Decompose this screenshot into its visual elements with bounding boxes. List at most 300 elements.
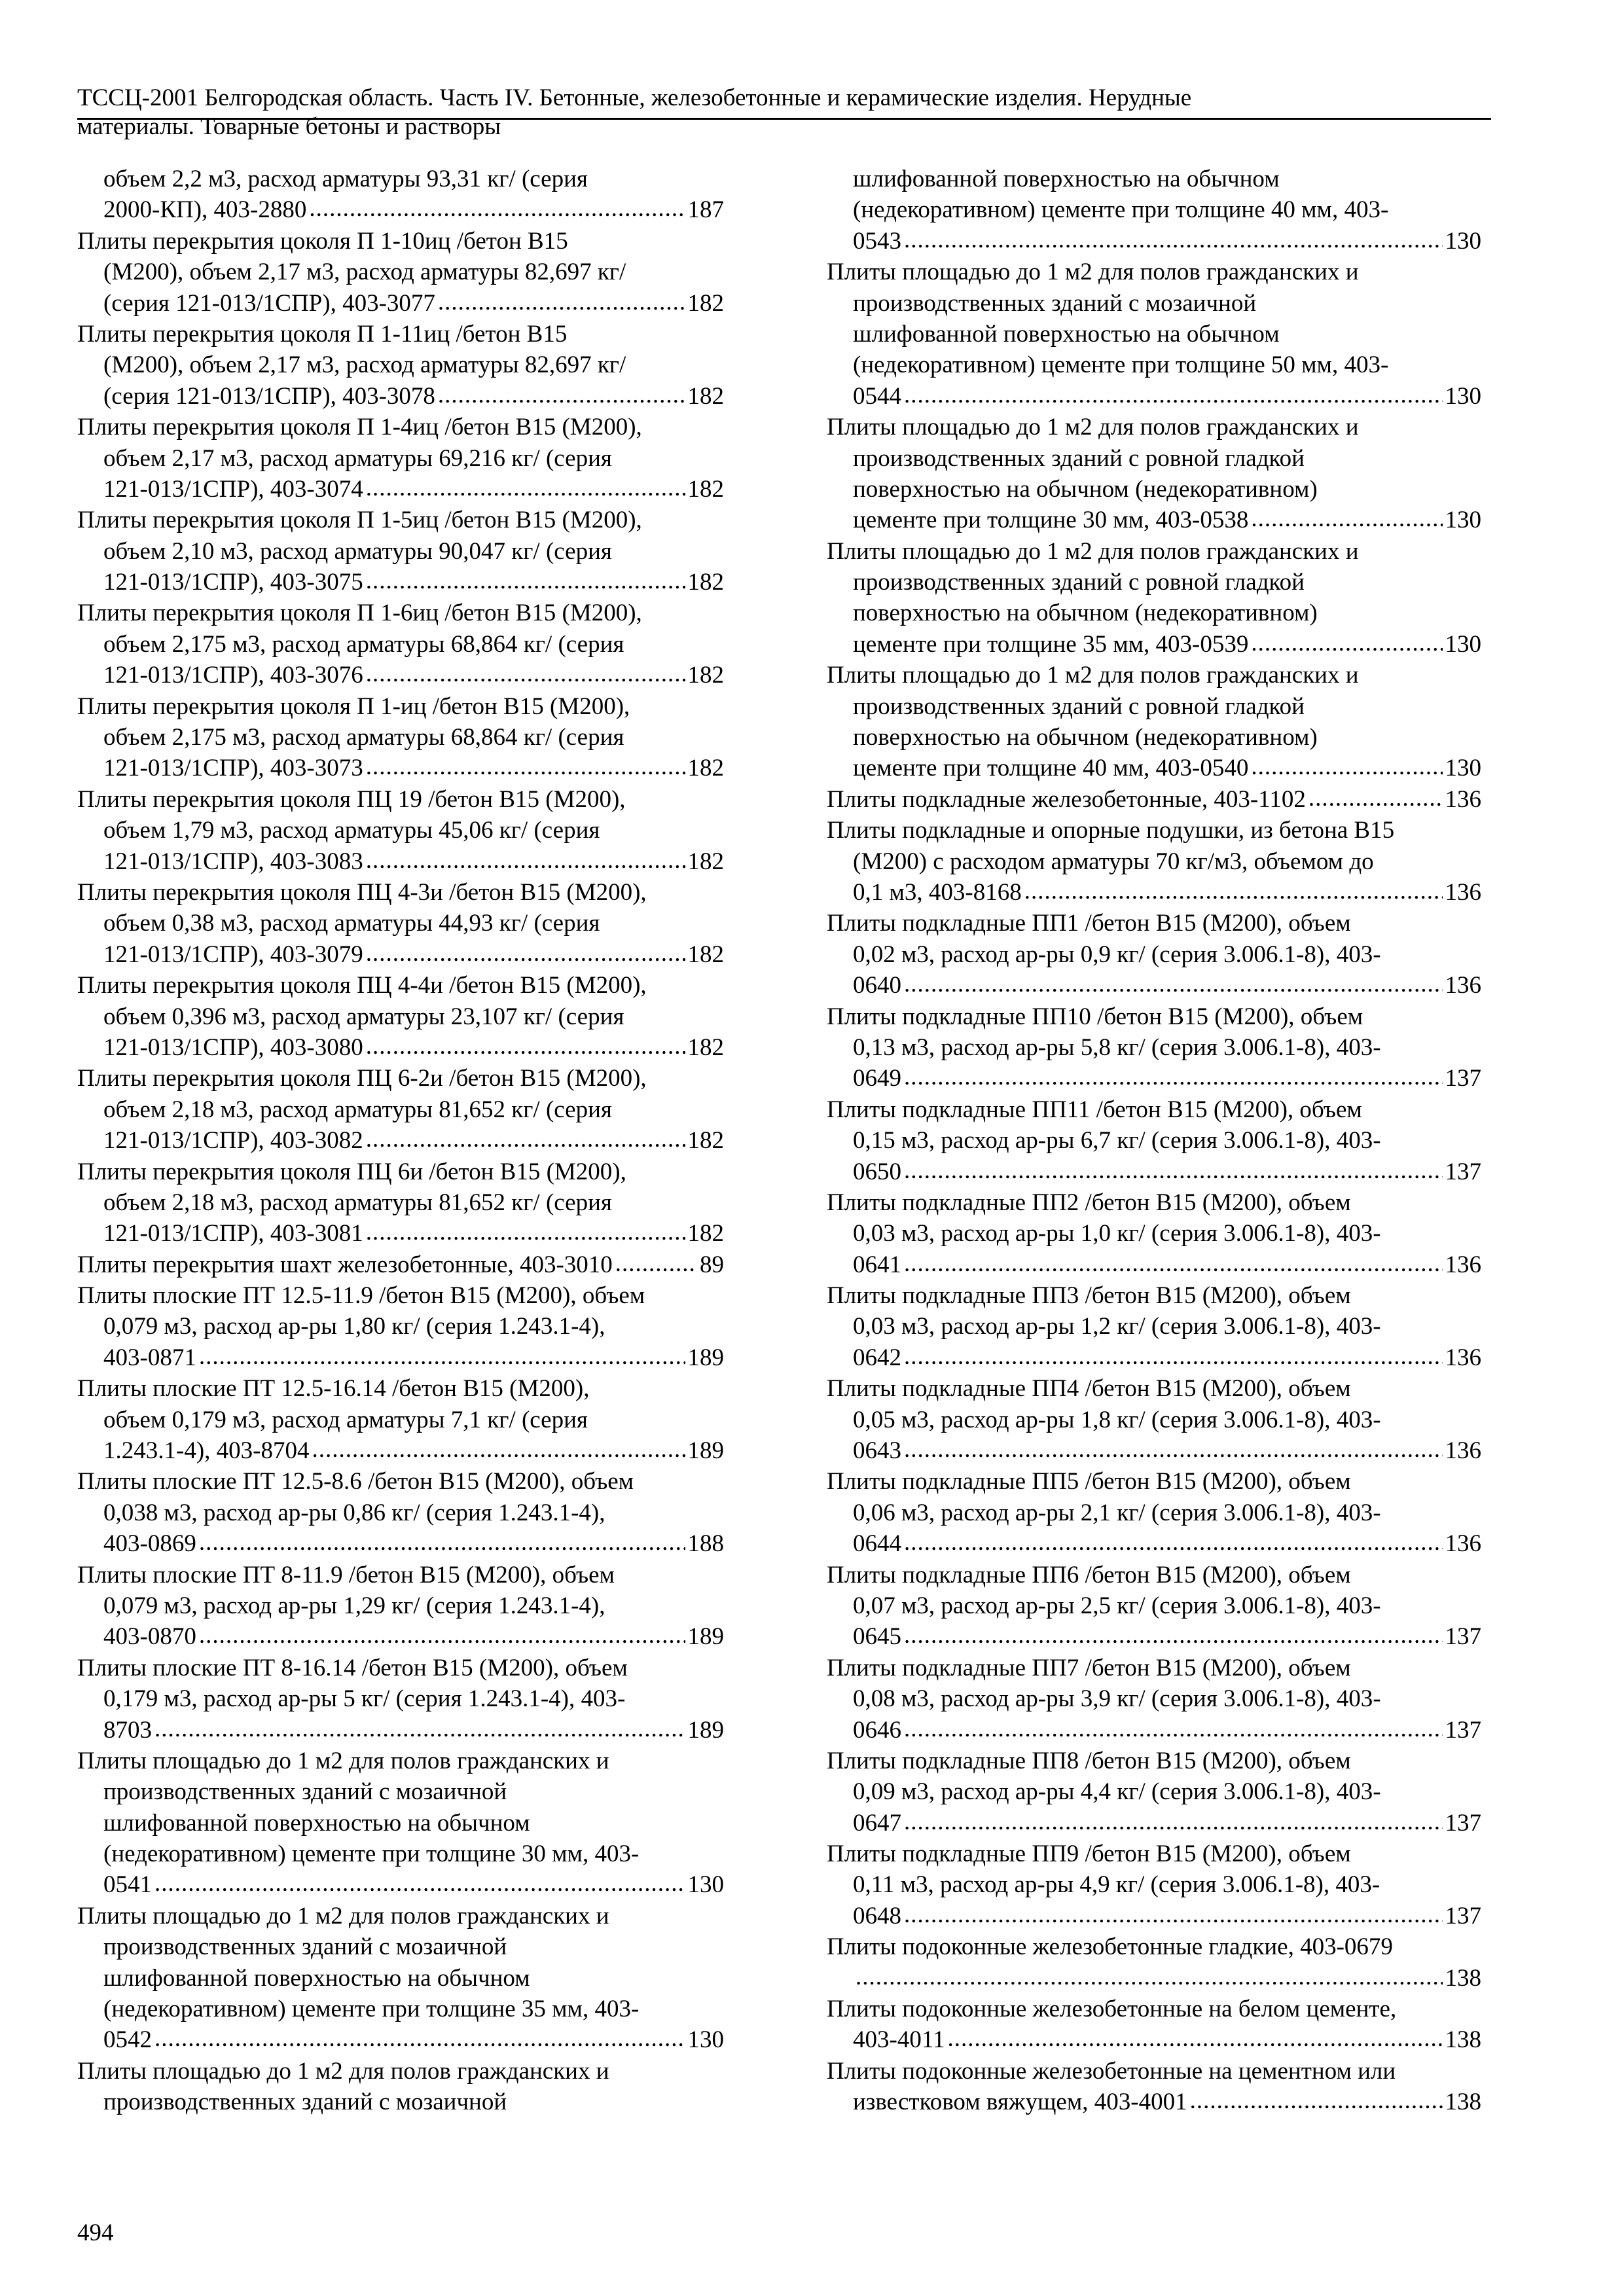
- index-entry-text: 121-013/1СПР), 403-3081: [103, 1220, 363, 1247]
- index-entry-line: [77, 1901, 724, 1931]
- index-entry-line: [77, 908, 724, 939]
- dot-leader: [366, 938, 685, 969]
- index-entry-page: 136: [1445, 1530, 1481, 1558]
- index-entry-line: [77, 660, 724, 691]
- index-entry: [77, 319, 724, 412]
- index-entry-text: объем 2,17 м3, расход арматуры 69,216 кг/ (серия: [103, 444, 612, 472]
- index-entry: [827, 660, 1481, 784]
- index-entry-line: [827, 1187, 1481, 1218]
- index-entry-text: производственных зданий с мозаичной: [103, 1933, 507, 1961]
- index-entry-text: известковом вяжущем, 403-4001: [853, 2089, 1187, 2116]
- index-entry-text: Плиты перекрытия цоколя П 1-4иц /бетон В15 (М200),: [77, 414, 642, 441]
- index-entry-text: 0,11 м3, расход ар-ры 4,9 кг/ (серия 3.006.1-8), 403-: [853, 1871, 1380, 1899]
- index-entry-text: объем 2,10 м3, расход арматуры 90,047 кг/ (серия: [103, 537, 612, 565]
- index-entry: [77, 1560, 724, 1653]
- page-number: 494: [77, 2219, 114, 2246]
- index-entry-text: производственных зданий с мозаичной: [853, 289, 1257, 317]
- index-entry-page: 130: [1445, 755, 1481, 782]
- index-entry: [77, 691, 724, 784]
- index-entry-line: [77, 1001, 724, 1032]
- header-divider: [77, 118, 1491, 120]
- index-entry: [827, 2056, 1481, 2118]
- dot-leader: [904, 1806, 1443, 1837]
- index-entry-line: [77, 939, 724, 970]
- dot-leader: [366, 845, 685, 876]
- index-entry: [827, 1094, 1481, 1187]
- index-entry-line: [827, 350, 1481, 380]
- index-entry-line: [77, 1187, 724, 1218]
- index-entry-text: 0641: [853, 1251, 901, 1278]
- dot-leader: [904, 1248, 1443, 1279]
- index-entry-line: [827, 1405, 1481, 1435]
- index-entry-line: [827, 1931, 1481, 1962]
- index-entry-line: [827, 1901, 1481, 1931]
- index-entry-line: [827, 1280, 1481, 1311]
- index-entry-line: [827, 660, 1481, 691]
- index-entry-page: 136: [1445, 1251, 1481, 1278]
- index-entry: [827, 815, 1481, 908]
- index-entry-line: [827, 598, 1481, 628]
- index-entry-line: [827, 1032, 1481, 1063]
- index-entry-text: Плиты подкладные ПП7 /бетон В15 (М200), объем: [827, 1654, 1351, 1681]
- index-entry-line: [827, 1715, 1481, 1746]
- index-entry-text: 403-0871: [103, 1344, 196, 1371]
- index-entry-text: объем 0,38 м3, расход арматуры 44,93 кг/ (серия: [103, 910, 600, 937]
- index-entry-text: 0,179 м3, расход ар-ры 5 кг/ (серия 1.243.1-4), 403-: [103, 1685, 626, 1713]
- index-entry: [827, 1746, 1481, 1839]
- dot-leader: [904, 1899, 1443, 1930]
- index-entry-line: [827, 1466, 1481, 1497]
- index-entry-text: 0543: [853, 227, 901, 255]
- index-entry-line: [827, 505, 1481, 535]
- index-entry-line: [827, 970, 1481, 1001]
- index-entry-line: [827, 877, 1481, 908]
- index-entry-text: 121-013/1СПР), 403-3083: [103, 848, 363, 875]
- index-entry-page: 136: [1445, 972, 1481, 999]
- index-entry-line: [827, 381, 1481, 412]
- index-entry: [77, 598, 724, 691]
- index-entry-line: [827, 1311, 1481, 1342]
- index-column-right: [827, 164, 1481, 2118]
- index-entry: [827, 1560, 1481, 1653]
- index-entry-line: [827, 629, 1481, 660]
- dot-leader: [904, 1341, 1443, 1372]
- index-entry-line: [77, 1498, 724, 1528]
- index-entry-line: [77, 1808, 724, 1839]
- index-entry-text: Плиты подоконные железобетонные гладкие, 403-0679: [827, 1933, 1393, 1961]
- dot-leader: [1024, 876, 1443, 906]
- index-entry-text: 0541: [103, 1871, 152, 1899]
- index-entry-page: 136: [1445, 1344, 1481, 1371]
- index-entry-text: (серия 121-013/1СПР), 403-3078: [103, 382, 435, 410]
- index-entry-text: Плиты подкладные ПП1 /бетон В15 (М200), объем: [827, 910, 1351, 937]
- index-entry-line: [827, 1157, 1481, 1187]
- index-entry-page: 182: [687, 755, 724, 782]
- index-entry: [77, 1466, 724, 1559]
- index-entry: [827, 784, 1481, 815]
- dot-leader: [366, 658, 685, 689]
- index-entry: [77, 1373, 724, 1466]
- index-entry-text: 121-013/1СПР), 403-3079: [103, 941, 363, 968]
- dot-leader: [309, 193, 685, 224]
- index-entry-text: Плиты перекрытия цоколя П 1-6иц /бетон В15 (М200),: [77, 600, 642, 627]
- index-entry-page: 137: [1445, 1809, 1481, 1837]
- index-entry-text: 403-0869: [103, 1530, 196, 1558]
- index-entry-text: 0647: [853, 1809, 901, 1837]
- index-entry-line: [827, 1218, 1481, 1249]
- index-entry-line: [827, 784, 1481, 815]
- index-entry-line: [77, 1683, 724, 1714]
- index-entry-line: [77, 319, 724, 350]
- index-entry-line: [827, 722, 1481, 753]
- index-entry-page: 182: [687, 475, 724, 503]
- index-entry-text: Плиты площадью до 1 м2 для полов гражданских и: [827, 537, 1359, 565]
- index-entry-page: 182: [687, 569, 724, 596]
- index-entry-text: 0,079 м3, расход ар-ры 1,80 кг/ (серия 1.243.1-4),: [103, 1313, 605, 1340]
- index-entry-text: 0,13 м3, расход ар-ры 5,8 кг/ (серия 3.006.1-8), 403-: [853, 1033, 1381, 1061]
- dot-leader: [312, 1434, 685, 1465]
- index-entry-page: 130: [1445, 382, 1481, 410]
- index-entry: [77, 1157, 724, 1249]
- index-entry-line: [77, 226, 724, 257]
- dot-leader: [1308, 783, 1443, 814]
- index-entry-text: Плиты перекрытия цоколя ПЦ 19 /бетон В15 (М200),: [77, 785, 626, 813]
- dot-leader: [856, 1962, 1443, 1992]
- index-entry-text: объем 0,179 м3, расход арматуры 7,1 кг/ (серия: [103, 1406, 588, 1433]
- index-entry-text: 0542: [103, 2026, 152, 2054]
- index-entry: [827, 257, 1481, 412]
- index-entry-line: [827, 846, 1481, 877]
- index-entry-text: поверхностью на обычном (недекоративном): [853, 724, 1318, 751]
- index-entry-line: [77, 194, 724, 225]
- index-entry-text: 0650: [853, 1158, 901, 1185]
- index-entry-line: [77, 1869, 724, 1900]
- index-entry-page: 182: [687, 289, 724, 317]
- index-entry-page: 130: [1445, 507, 1481, 534]
- index-entry-page: 137: [1445, 1065, 1481, 1092]
- index-entry-line: [77, 257, 724, 287]
- index-entry-page: 182: [687, 941, 724, 968]
- dot-leader: [1251, 751, 1442, 782]
- index-entry-text: 0646: [853, 1716, 901, 1744]
- index-entry-text: цементе при толщине 40 мм, 403-0540: [853, 755, 1249, 782]
- index-entry: [827, 1280, 1481, 1373]
- index-entry-text: цементе при толщине 35 мм, 403-0539: [853, 630, 1249, 658]
- index-entry-text: Плиты перекрытия шахт железобетонные, 403-3010: [77, 1251, 613, 1278]
- index-entry-line: [77, 536, 724, 567]
- index-entry-line: [77, 1528, 724, 1559]
- index-entry-text: 0649: [853, 1065, 901, 1092]
- index-entry-line: [77, 1466, 724, 1497]
- index-entry: [827, 1187, 1481, 1280]
- index-entry-page: 182: [687, 1127, 724, 1155]
- index-entry-text: Плиты перекрытия цоколя ПЦ 4-4и /бетон В15 (М200),: [77, 972, 647, 999]
- index-entry-text: 1.243.1-4), 403-8704: [103, 1437, 310, 1465]
- index-entry-text: 0643: [853, 1437, 901, 1465]
- dot-leader: [199, 1341, 685, 1372]
- index-entry-page: 188: [687, 1530, 724, 1558]
- index-entry-line: [827, 691, 1481, 722]
- index-entry-line: [827, 412, 1481, 442]
- index-entry-line: [77, 1435, 724, 1466]
- index-entry-line: [827, 1094, 1481, 1125]
- index-entry-text: производственных зданий с мозаичной: [103, 2089, 507, 2116]
- index-entry: [827, 1653, 1481, 1746]
- index-entry: [827, 1373, 1481, 1466]
- index-entry-line: [827, 939, 1481, 970]
- index-entry-text: Плиты плоские ПТ 12.5-11.9 /бетон В15 (М200), объем: [77, 1282, 645, 1310]
- index-entry-line: [77, 2024, 724, 2055]
- index-entry-line: [827, 908, 1481, 939]
- index-entry-line: [77, 412, 724, 442]
- index-entry-line: [77, 1094, 724, 1125]
- dot-leader: [366, 751, 685, 782]
- index-entry-line: [77, 691, 724, 722]
- dot-leader: [904, 1713, 1443, 1744]
- index-entry: [77, 505, 724, 598]
- index-entry-text: Плиты плоские ПТ 8-16.14 /бетон В15 (М200), объем: [77, 1654, 628, 1681]
- index-entry-line: [827, 1063, 1481, 1094]
- index-entry-text: шлифованной поверхностью на обычном: [103, 1809, 530, 1837]
- index-entry-line: [77, 1746, 724, 1776]
- index-entry-line: [827, 288, 1481, 319]
- index-entry-text: объем 2,175 м3, расход арматуры 68,864 кг/ (серия: [103, 630, 624, 658]
- header-title-line-1: ТССЦ-2001 Белгородская область. Часть IV. Бетонные, железобетонные и керамические изделия. Нерудные: [77, 84, 1192, 111]
- index-entry-text: объем 0,396 м3, расход арматуры 23,107 кг/ (серия: [103, 1003, 624, 1030]
- index-entry-line: [77, 443, 724, 474]
- dot-leader: [904, 224, 1443, 255]
- index-entry-text: объем 2,175 м3, расход арматуры 68,864 кг/ (серия: [103, 724, 624, 751]
- index-entry-text: 0,08 м3, расход ар-ры 3,9 кг/ (серия 3.006.1-8), 403-: [853, 1685, 1381, 1713]
- index-entry-text: Плиты перекрытия цоколя П 1-11иц /бетон В15: [77, 320, 568, 348]
- index-entry-page: 189: [687, 1623, 724, 1651]
- index-entry-text: 121-013/1СПР), 403-3082: [103, 1127, 363, 1155]
- index-entry-text: Плиты подкладные ПП6 /бетон В15 (М200), объем: [827, 1561, 1351, 1588]
- index-entry: [77, 1280, 724, 1373]
- index-entry-text: Плиты перекрытия цоколя ПЦ 6-2и /бетон В15 (М200),: [77, 1065, 647, 1092]
- index-entry-text: объем 1,79 м3, расход арматуры 45,06 кг/ (серия: [103, 817, 600, 844]
- index-entry-text: Плиты подкладные ПП2 /бетон В15 (М200), объем: [827, 1189, 1351, 1216]
- index-entry-text: (серия 121-013/1СПР), 403-3077: [103, 289, 435, 317]
- index-entry-line: [827, 1869, 1481, 1900]
- dot-leader: [904, 1434, 1443, 1465]
- dot-leader: [1190, 2085, 1443, 2116]
- index-entry-text: Плиты перекрытия цоколя ПЦ 4-3и /бетон В15 (М200),: [77, 878, 647, 906]
- index-entry-line: [77, 1063, 724, 1094]
- index-entry: [77, 1901, 724, 2056]
- index-entry-text: 2000-КП), 403-2880: [103, 196, 307, 224]
- index-entry-line: [77, 1621, 724, 1652]
- index-entry-line: [77, 2087, 724, 2117]
- index-entry-text: (недекоративном) цементе при толщине 30 мм, 403-: [103, 1840, 640, 1868]
- dot-leader: [366, 565, 685, 596]
- index-entry-line: [827, 1653, 1481, 1683]
- index-entry-line: [827, 815, 1481, 846]
- index-entry-line: [827, 1528, 1481, 1559]
- index-entry-line: [77, 381, 724, 412]
- index-entry-text: 403-0870: [103, 1623, 196, 1651]
- dot-leader: [199, 1527, 685, 1558]
- index-entry-text: (недекоративном) цементе при толщине 50 мм, 403-: [853, 351, 1389, 379]
- index-entry-text: Плиты перекрытия цоколя ПЦ 6и /бетон В15 (М200),: [77, 1158, 626, 1185]
- index-entry-line: [827, 319, 1481, 350]
- index-entry-line: [77, 1157, 724, 1187]
- index-entry-text: 0,1 м3, 403-8168: [853, 878, 1022, 906]
- index-entry-line: [77, 288, 724, 319]
- index-entry-text: 0,02 м3, расход ар-ры 0,9 кг/ (серия 3.006.1-8), 403-: [853, 941, 1381, 968]
- index-entry-line: [77, 1994, 724, 2024]
- index-entry-text: шлифованной поверхностью на обычном: [103, 1964, 530, 1992]
- index-entry-line: [77, 1560, 724, 1590]
- index-entry-page: 187: [687, 196, 724, 224]
- index-entry-line: [77, 1963, 724, 1994]
- dot-leader: [366, 1124, 685, 1155]
- index-entry-text: 121-013/1СПР), 403-3074: [103, 475, 363, 503]
- dot-leader: [366, 1031, 685, 1062]
- index-entry-line: [77, 1590, 724, 1621]
- index-entry-text: объем 2,2 м3, расход арматуры 93,31 кг/ (серия: [103, 166, 588, 192]
- index-entry-page: 130: [1445, 630, 1481, 658]
- index-entry: [77, 1653, 724, 1746]
- index-entry-line: [827, 1839, 1481, 1869]
- index-entry-line: [77, 784, 724, 815]
- index-entry-line: [827, 567, 1481, 598]
- index-entry-page: 137: [1445, 1158, 1481, 1185]
- index-entry-line: [827, 1001, 1481, 1032]
- index-entry-text: объем 2,18 м3, расход арматуры 81,652 кг/ (серия: [103, 1189, 612, 1216]
- index-entry-text: Плиты площадью до 1 м2 для полов гражданских и: [77, 1747, 609, 1774]
- index-entry-line: [827, 164, 1481, 194]
- index-entry-line: [827, 1621, 1481, 1652]
- index-entry-text: 0,15 м3, расход ар-ры 6,7 кг/ (серия 3.006.1-8), 403-: [853, 1127, 1381, 1155]
- index-entry-text: (М200), объем 2,17 м3, расход арматуры 82,697 кг/: [103, 351, 626, 379]
- index-entry-page: 130: [1445, 227, 1481, 255]
- index-entry-line: [77, 1931, 724, 1962]
- index-entry-line: [827, 536, 1481, 567]
- index-entry-text: производственных зданий с мозаичной: [103, 1778, 507, 1806]
- index-entry: [827, 1001, 1481, 1094]
- index-entry-line: [77, 815, 724, 846]
- dot-leader: [154, 1713, 685, 1744]
- index-entry-line: [827, 2087, 1481, 2117]
- index-entry-text: Плиты плоские ПТ 12.5-16.14 /бетон В15 (М200),: [77, 1375, 590, 1403]
- index-entry-line: [77, 846, 724, 877]
- index-entry-text: 0,079 м3, расход ар-ры 1,29 кг/ (серия 1.243.1-4),: [103, 1592, 605, 1619]
- index-entry-line: [827, 1373, 1481, 1404]
- index-entry-text: Плиты подоконные железобетонные на белом цементе,: [827, 1996, 1397, 2023]
- dot-leader: [438, 287, 685, 317]
- index-entry: [77, 1063, 724, 1156]
- index-entry-line: [77, 877, 724, 908]
- index-entry-text: шлифованной поверхностью на обычном: [853, 320, 1280, 348]
- index-entry: [827, 1466, 1481, 1559]
- index-entry: [827, 908, 1481, 1001]
- index-entry-text: Плиты подоконные железобетонные на цементном или: [827, 2057, 1396, 2085]
- index-entry-line: [827, 2056, 1481, 2087]
- index-entry-page: 138: [1445, 2026, 1481, 2054]
- index-entry-line: [827, 226, 1481, 257]
- index-entry-line: [77, 970, 724, 1001]
- index-entry-page: 182: [687, 1220, 724, 1247]
- index-entry: [827, 1994, 1481, 2056]
- index-entry-line: [77, 722, 724, 753]
- index-entry: [827, 164, 1481, 257]
- index-entry-text: 0640: [853, 972, 901, 999]
- dot-leader: [904, 969, 1443, 999]
- index-entry-page: 189: [687, 1437, 724, 1465]
- index-entry: [77, 164, 724, 226]
- index-entry-line: [827, 1435, 1481, 1466]
- index-entry-line: [827, 1249, 1481, 1280]
- index-entry-line: [77, 1373, 724, 1404]
- index-entry-line: [77, 1032, 724, 1063]
- index-entry: [77, 412, 724, 505]
- index-entry-text: Плиты подкладные и опорные подушки, из бетона В15: [827, 817, 1395, 844]
- index-entry-line: [827, 1776, 1481, 1807]
- index-entry-text: Плиты подкладные ПП11 /бетон В15 (М200), объем: [827, 1096, 1362, 1123]
- index-entry-text: (М200), объем 2,17 м3, расход арматуры 82,697 кг/: [103, 259, 626, 286]
- index-entry-page: 130: [687, 2026, 724, 2054]
- index-entry-line: [77, 753, 724, 783]
- index-entry-page: 182: [687, 848, 724, 875]
- index-entry-page: 189: [687, 1344, 724, 1371]
- index-entry-page: 137: [1445, 1902, 1481, 1929]
- dot-leader: [1251, 628, 1442, 658]
- dot-leader: [904, 1062, 1443, 1092]
- index-entry-line: [77, 1653, 724, 1683]
- index-entry-text: Плиты подкладные ПП8 /бетон В15 (М200), объем: [827, 1747, 1351, 1774]
- dot-leader: [904, 1155, 1443, 1186]
- index-entry-text: Плиты подкладные ПП3 /бетон В15 (М200), объем: [827, 1282, 1351, 1310]
- index-entry-page: 182: [687, 662, 724, 689]
- index-entry-text: Плиты площадью до 1 м2 для полов гражданских и: [77, 1902, 609, 1929]
- index-entry-text: (недекоративном) цементе при толщине 40 мм, 403-: [853, 196, 1389, 224]
- index-entry-text: 8703: [103, 1716, 152, 1744]
- index-entry-line: [827, 753, 1481, 783]
- running-header: [77, 84, 1491, 141]
- index-entry-line: [77, 1776, 724, 1807]
- index-entry-line: [827, 1125, 1481, 1156]
- dot-leader: [438, 380, 685, 410]
- index-entry-line: [827, 1498, 1481, 1528]
- index-entry-text: 0645: [853, 1623, 901, 1651]
- index-entry-line: [77, 629, 724, 660]
- index-entry-line: [77, 1715, 724, 1746]
- index-entry-text: Плиты перекрытия цоколя П 1-5иц /бетон В15 (М200),: [77, 507, 642, 534]
- index-entry-line: [77, 1839, 724, 1869]
- dot-leader: [615, 1248, 697, 1279]
- index-entry-text: Плиты перекрытия цоколя П 1-иц /бетон В15 (М200),: [77, 692, 630, 720]
- index-entry-text: Плиты подкладные железобетонные, 403-1102: [827, 785, 1306, 813]
- index-entry: [827, 1931, 1481, 1994]
- index-entry-page: 189: [687, 1716, 724, 1744]
- index-entry-line: [827, 194, 1481, 225]
- index-entry: [827, 536, 1481, 660]
- index-entry-line: [77, 1405, 724, 1435]
- index-entry-line: [827, 2024, 1481, 2055]
- index-entry: [77, 1249, 724, 1280]
- index-entry-line: [827, 1808, 1481, 1839]
- index-entry-line: [827, 1994, 1481, 2024]
- index-entry-text: шлифованной поверхностью на обычном: [853, 166, 1280, 192]
- index-entry-line: [77, 164, 724, 194]
- index-entry-text: цементе при толщине 30 мм, 403-0538: [853, 507, 1249, 534]
- dot-leader: [1251, 503, 1442, 534]
- index-entry-line: [77, 1280, 724, 1311]
- index-entry-line: [77, 2056, 724, 2087]
- index-entry-page: 137: [1445, 1716, 1481, 1744]
- dot-leader: [199, 1620, 685, 1651]
